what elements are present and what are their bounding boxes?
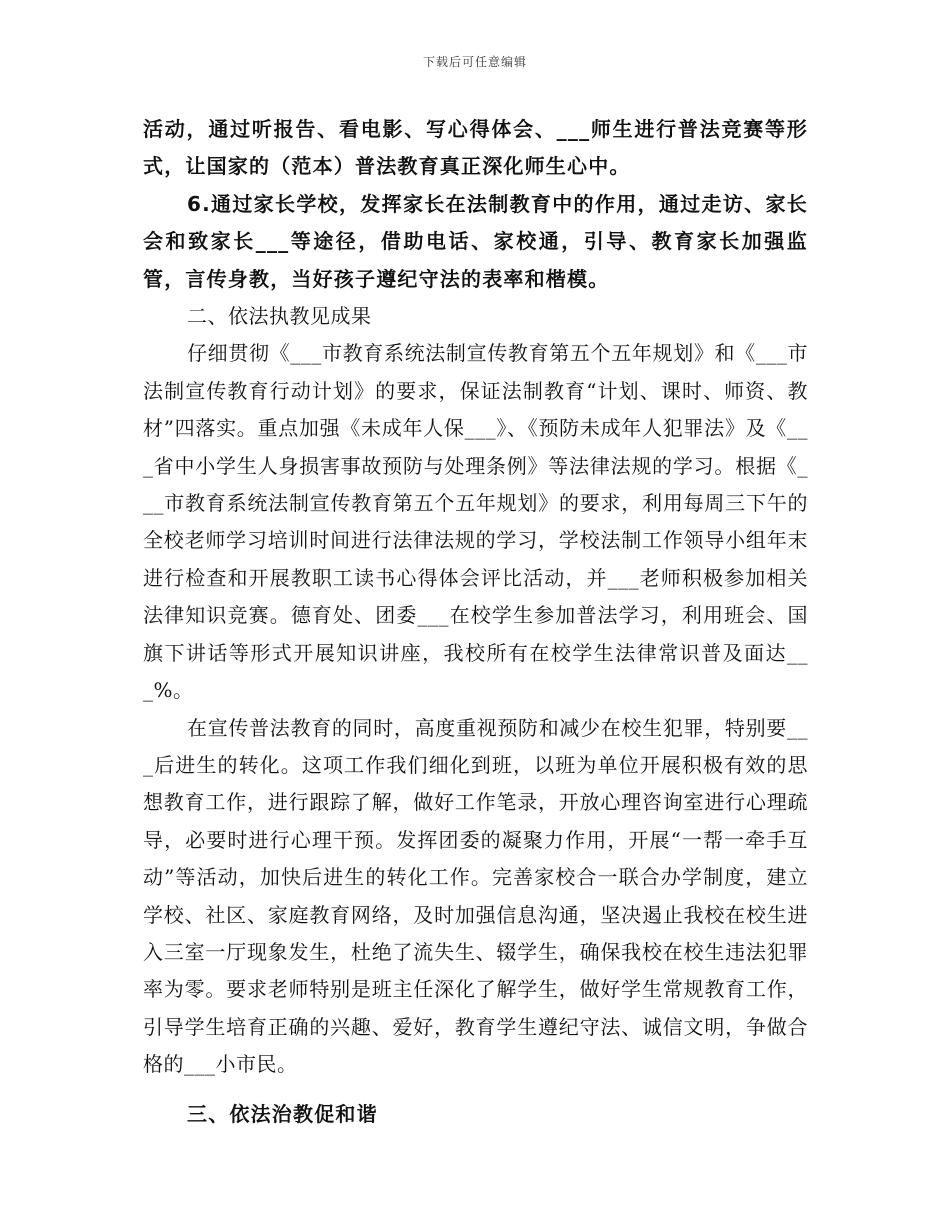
section-heading-2: 二、依法执教见成果	[187, 304, 372, 329]
paragraph-parent-school: 6.通过家长学校，发挥家长在法制教育中的作用，通过走访、家长会和致家长___等途径，借助电话、家校通，引导、教育家长加强监管，言传身教，当好孩子遵纪守法的表率和楷模。	[143, 191, 808, 291]
paragraph-crime-prevention: 在宣传普法教育的同时，高度重视预防和减少在校生犯罪，特别要___后进生的转化。这项工作我们细化到班，以班为单位开展积极有效的思想教育工作，进行跟踪了解，做好工作笔录，开放心理咨询室进行心理疏导，必要时进行心理干预。发挥团委的凝聚力作用，开展“一帮一牵手互动”等活动，加快后进生的转化工作。完善家校合一联合办学制度，建立学校、社区、家庭教育网络，及时加强信息沟通，坚决遏止我校在校生进入三室一厅现象发生，杜绝了流失生、辍学生，确保我校在校生违法犯罪率为零。要求老师特别是班主任深化了解学生，做好学生常规教育工作，引导学生培育正确的兴趣、爱好，教育学生遵纪守法、诚信文明，争做合格的___小市民。	[143, 715, 808, 1077]
paragraph-law-study: 仔细贯彻《___市教育系统法制宣传教育第五个五年规划》和《___市法制宣传教育行动计划》的要求，保证法制教育“计划、课时、师资、教材”四落实。重点加强《未成年人保___》、《预防未成年人犯罪法》及《___省中小学生人身损害事故预防与处理条例》等法律法规的学习。根据《___市教育系统法制宣传教育第五个五年规划》的要求，利用每周三下午的全校老师学习培训时间进行法律法规的学习，学校法制工作领导小组年末进行检查和开展教职工读书心得体会评比活动，并___老师积极参加相关法律知识竞赛。德育处、团委___在校学生参加普法学习，利用班会、国旗下讲话等形式开展知识讲座，我校所有在校学生法律常识普及面达___%。	[143, 341, 808, 703]
section-heading-3: 三、依法治教促和谐	[187, 1101, 378, 1126]
document-body	[143, 111, 808, 1133]
page-header: 下载后可任意编辑	[422, 55, 527, 69]
paragraph-activity-continuation: 活动，通过听报告、看电影、写心得体会、___师生进行普法竞赛等形式，让国家的（范本）普法教育真正深化师生心中。	[143, 117, 808, 179]
